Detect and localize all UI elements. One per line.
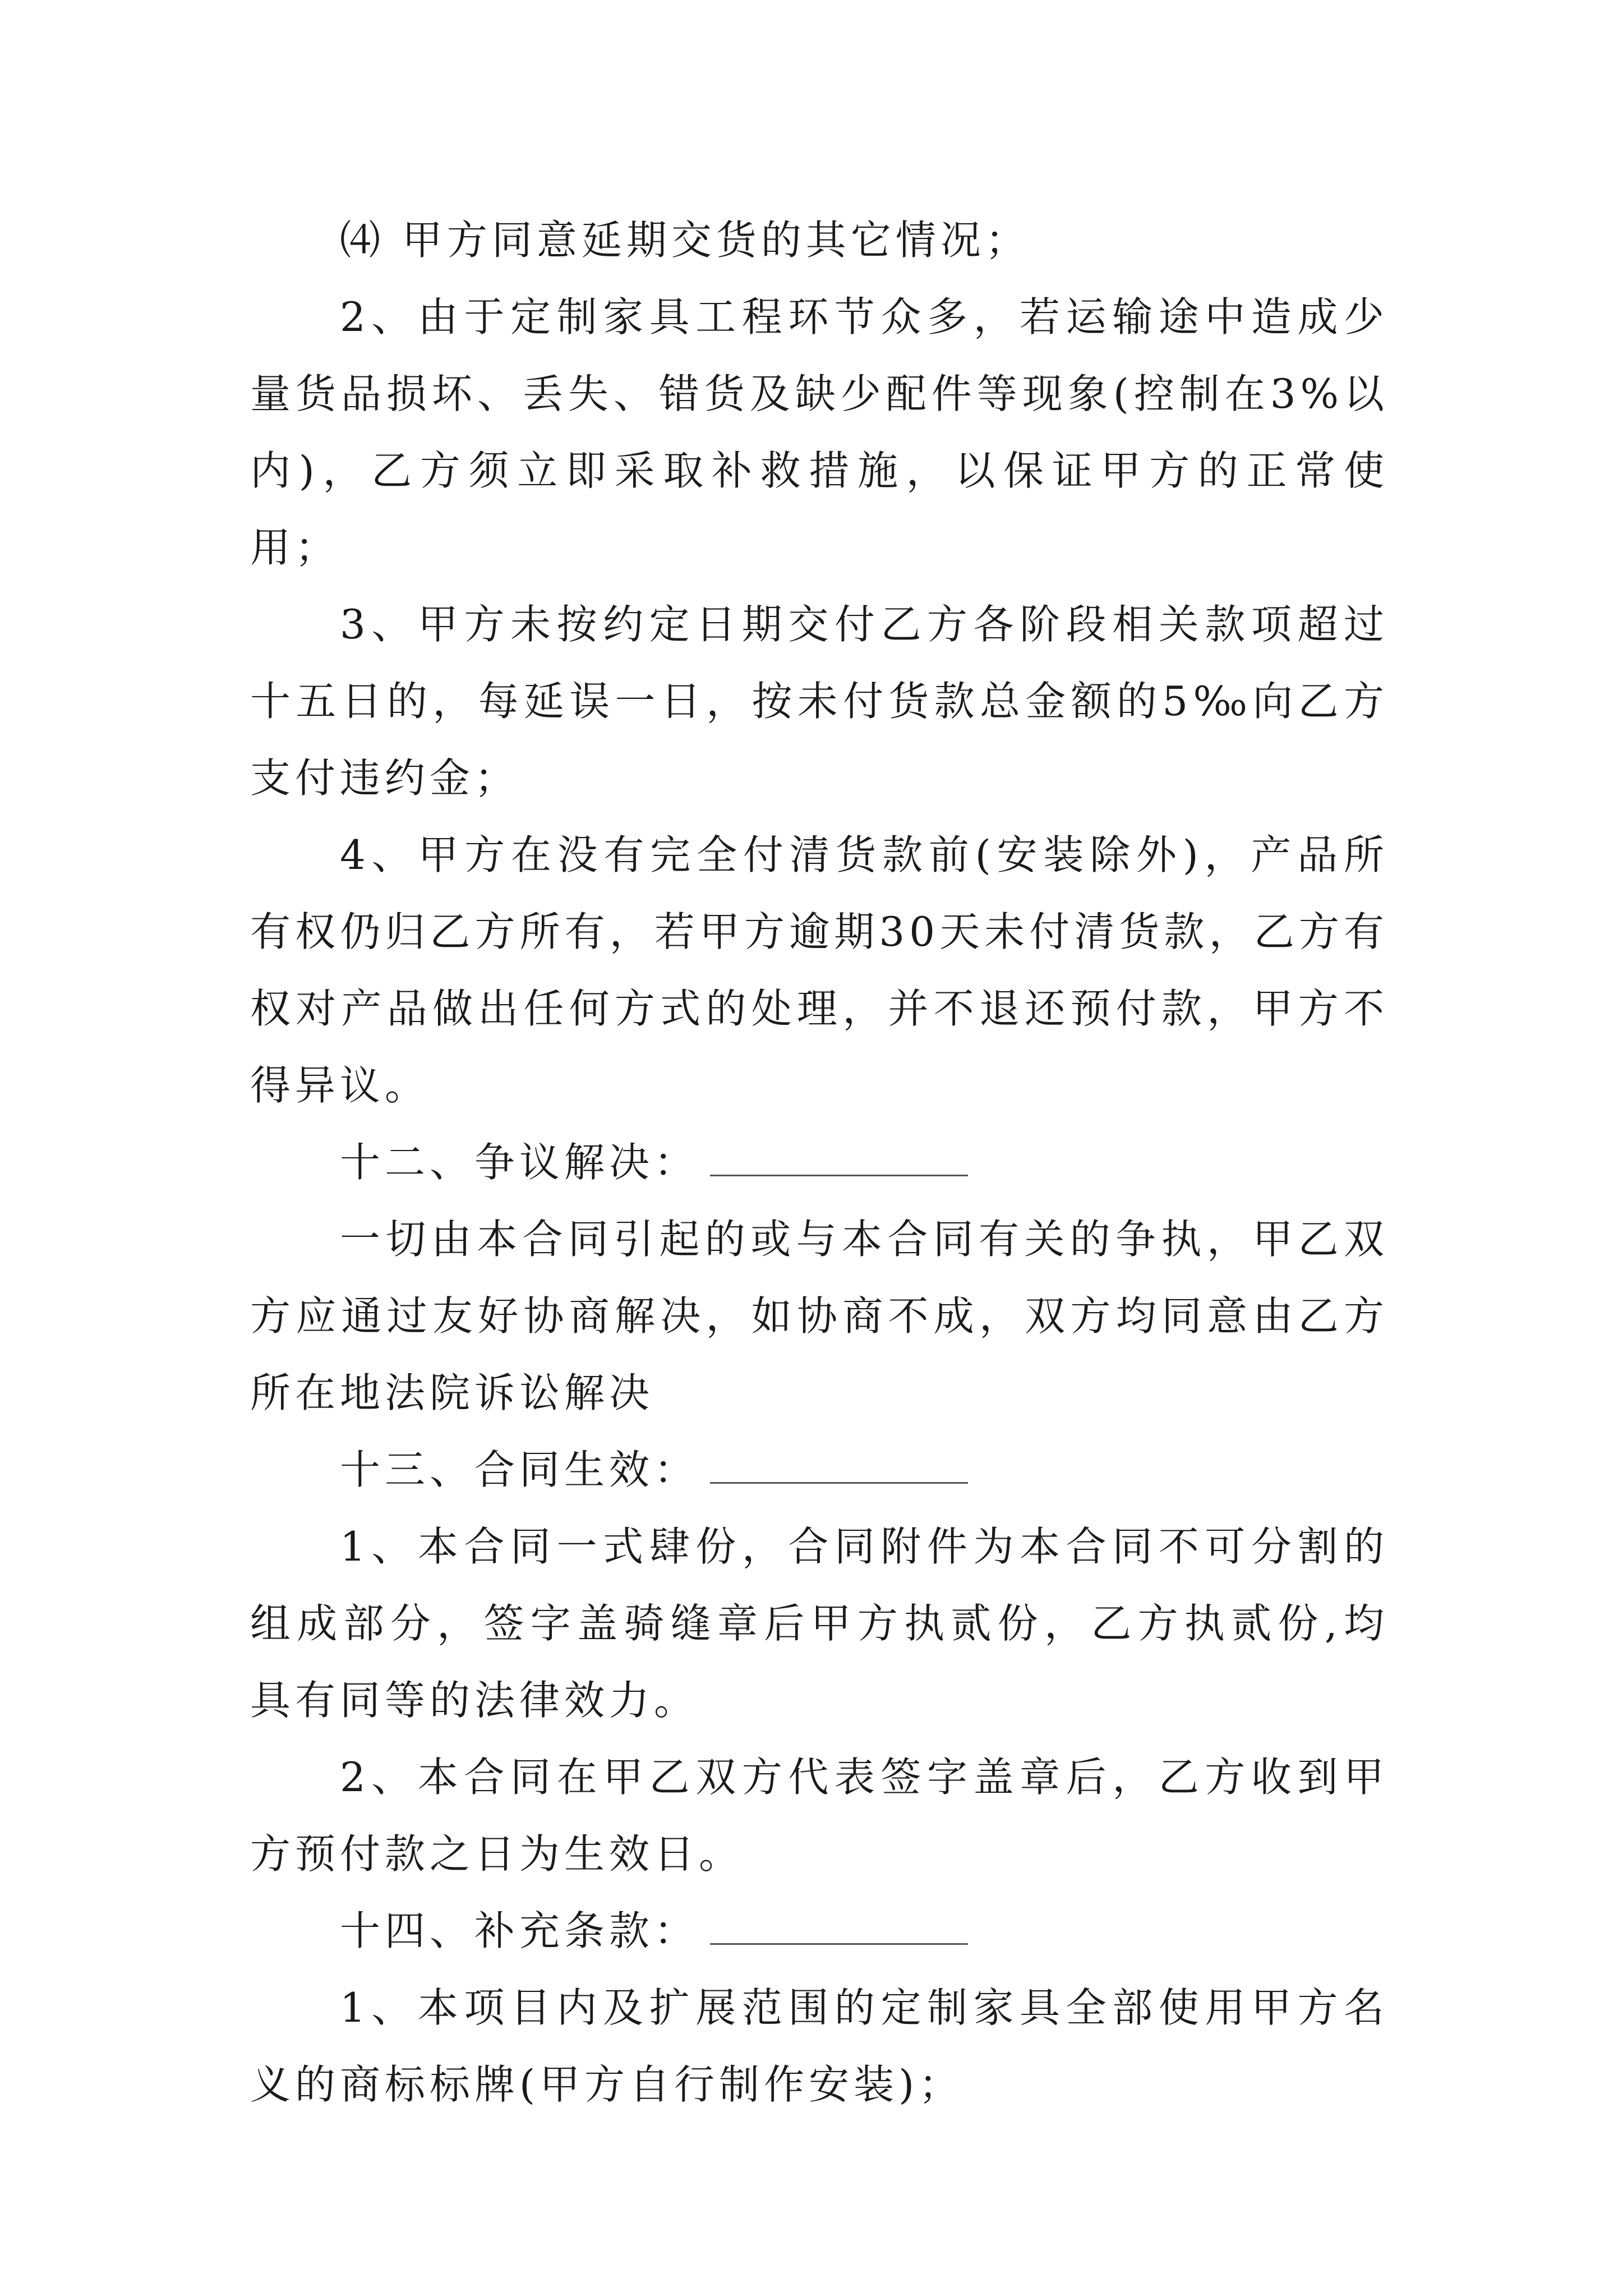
section-14-title: 十四、补充条款：	[340, 1907, 699, 1954]
section-12-body: 一切由本合同引起的或与本合同有关的争执，甲乙双方应通过友好协商解决，如协商不成，双方均同意由乙方所在地法院诉讼解决	[250, 1216, 1389, 1416]
clause-item-2: 2、由于定制家具工程环节众多，若运输途中造成少量货品损坏、丢失、错货及缺少配件等现象(控制在3%以内)，乙方须立即采取补救措施，以保证甲方的正常使用；	[250, 293, 1389, 571]
section-14-item-1: 1、本项目内及扩展范围的定制家具全部使用甲方名义的商标标牌(甲方自行制作安装)；	[250, 1984, 1389, 2108]
section-13-item-1: 1、本合同一式肆份，合同附件为本合同不可分割的组成部分，签字盖骑缝章后甲方执贰份，乙方执贰份,均具有同等的法律效力。	[250, 1523, 1389, 1724]
section-13-heading	[250, 1432, 1389, 1508]
clause-item-4: 4、甲方在没有完全付清货款前(安装除外)，产品所有权仍归乙方所有，若甲方逾期30天未付清货款，乙方有权对产品做出任何方式的处理，并不退还预付款，甲方不得异议。	[250, 831, 1389, 1109]
clause-item-3: 3、甲方未按约定日期交付乙方各阶段相关款项超过十五日的，每延误一日，按未付货款总金额的5‰向乙方支付违约金；	[250, 601, 1389, 802]
fill-in-blank	[710, 1446, 968, 1484]
section-14-heading	[250, 1893, 1389, 1970]
section-12-heading	[250, 1124, 1389, 1201]
document-body	[250, 202, 1389, 2123]
fill-in-blank	[710, 1907, 968, 1945]
section-13-item-2: 2、本合同在甲乙双方代表签字盖章后，乙方收到甲方预付款之日为生效日。	[250, 1754, 1389, 1878]
section-12-title: 十二、争议解决：	[340, 1139, 699, 1186]
clause-item-4-4: ⑷ 甲方同意延期交货的其它情况；	[340, 217, 1030, 264]
fill-in-blank	[710, 1138, 968, 1176]
section-13-title: 十三、合同生效：	[340, 1446, 699, 1493]
